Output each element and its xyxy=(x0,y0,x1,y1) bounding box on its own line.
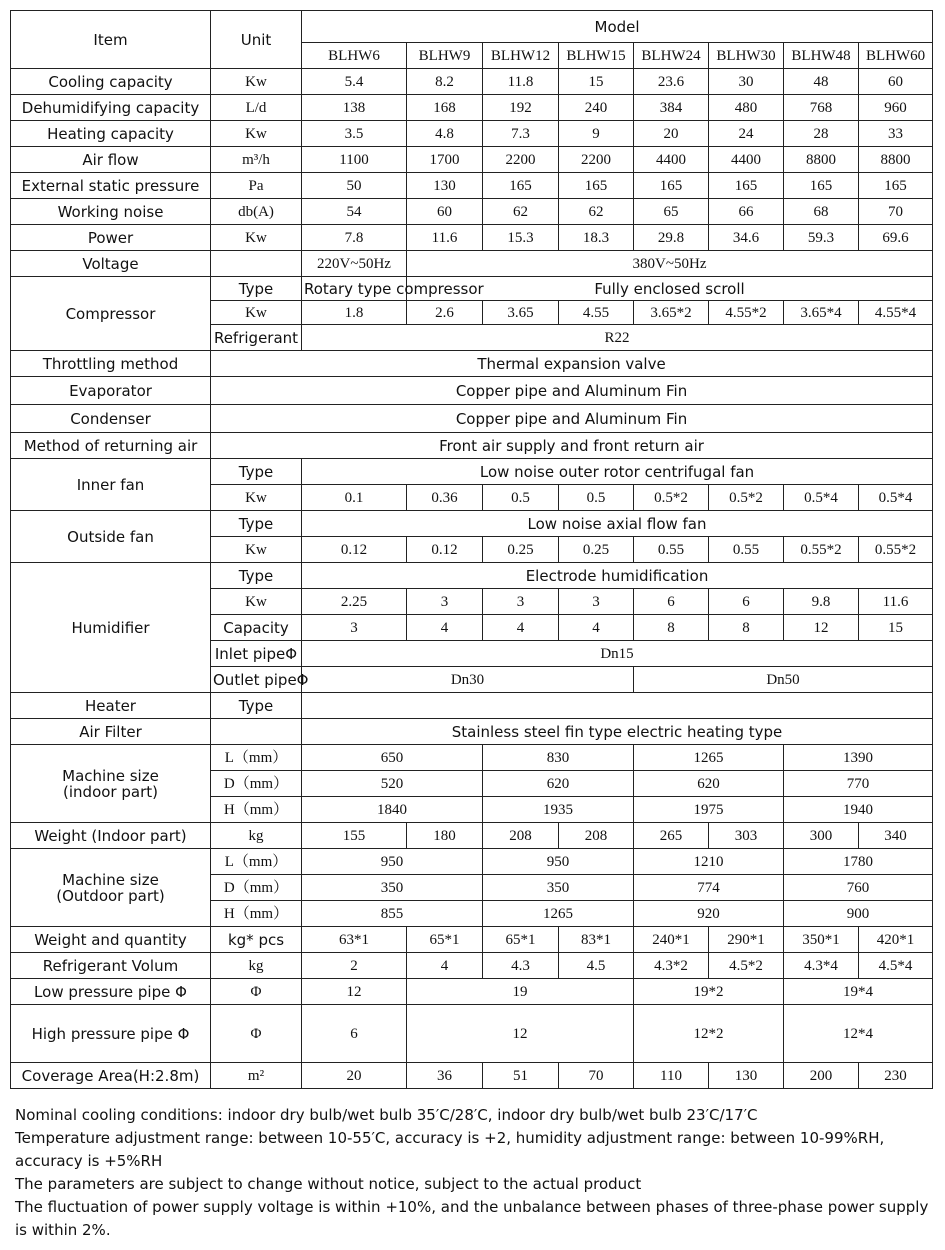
value-cell: 300 xyxy=(784,823,859,849)
value-cell: 12 xyxy=(407,1005,634,1063)
value-cell: 83*1 xyxy=(559,927,634,953)
value-cell: 11.6 xyxy=(859,589,933,615)
value-cell: 3.65*2 xyxy=(634,301,709,325)
value-cell: 165 xyxy=(784,173,859,199)
value-cell: 3 xyxy=(483,589,559,615)
value-cell: 0.25 xyxy=(559,537,634,563)
value-cell: 1100 xyxy=(302,147,407,173)
value-cell: 24 xyxy=(709,121,784,147)
value-cell: 4 xyxy=(407,953,483,979)
value-cell: 4.55 xyxy=(559,301,634,325)
value-cell: 36 xyxy=(407,1063,483,1089)
table-row xyxy=(11,147,933,173)
row-label-cooling: Cooling capacity xyxy=(11,69,211,95)
note-voltage-fluctuation: The fluctuation of power supply voltage is within +10%, and the unbalance between phases of three-phase power supply is within 2%. xyxy=(15,1198,929,1239)
row-unit-lowpipe: Φ xyxy=(211,979,302,1005)
value-cell: 165 xyxy=(483,173,559,199)
value-cell: 1265 xyxy=(483,901,634,927)
humidifier-type-value: Electrode humidification xyxy=(302,563,933,589)
value-cell: 62 xyxy=(483,199,559,225)
value-cell: 855 xyxy=(302,901,483,927)
row-label-outdoorsize xyxy=(11,849,211,927)
value-cell: 155 xyxy=(302,823,407,849)
value-cell: 7.8 xyxy=(302,225,407,251)
compressor-type-rotary: Rotary type compressor xyxy=(302,277,407,301)
value-cell: 950 xyxy=(302,849,483,875)
value-cell: 4.8 xyxy=(407,121,483,147)
indoorsize-d-label: D（mm） xyxy=(211,771,302,797)
table-row xyxy=(11,745,933,771)
value-cell: 480 xyxy=(709,95,784,121)
compressor-refrigerant-label: Refrigerant xyxy=(211,325,302,351)
value-cell: 265 xyxy=(634,823,709,849)
table-row xyxy=(11,225,933,251)
value-cell: 920 xyxy=(634,901,784,927)
table-row xyxy=(11,173,933,199)
table-row xyxy=(11,927,933,953)
value-cell: 1.8 xyxy=(302,301,407,325)
row-label-condenser: Condenser xyxy=(11,405,211,433)
row-label-outsidefan: Outside fan xyxy=(11,511,211,563)
outdoorsize-l-label: L（mm） xyxy=(211,849,302,875)
compressor-type-scroll: Fully enclosed scroll xyxy=(407,277,933,301)
row-label-static: External static pressure xyxy=(11,173,211,199)
value-cell: 62 xyxy=(559,199,634,225)
value-cell: 29.8 xyxy=(634,225,709,251)
value-cell: 1780 xyxy=(784,849,933,875)
value-cell: 15 xyxy=(859,615,933,641)
value-cell: 0.5*4 xyxy=(784,485,859,511)
value-cell: 350 xyxy=(302,875,483,901)
value-cell: 650 xyxy=(302,745,483,771)
value-cell: 3.65 xyxy=(483,301,559,325)
row-label-heater: Heater xyxy=(11,693,211,719)
value-cell: 774 xyxy=(634,875,784,901)
value-cell: 303 xyxy=(709,823,784,849)
value-cell: 165 xyxy=(559,173,634,199)
row-value-throttling: Thermal expansion valve xyxy=(211,351,933,377)
table-row xyxy=(11,979,933,1005)
outsidefan-kw-label: Kw xyxy=(211,537,302,563)
size-label-line1: Machine size xyxy=(62,870,159,889)
table-row xyxy=(11,251,933,277)
row-label-returnair: Method of returning air xyxy=(11,433,211,459)
value-cell: 70 xyxy=(559,1063,634,1089)
voltage-220: 220V~50Hz xyxy=(302,251,407,277)
value-cell: 0.12 xyxy=(302,537,407,563)
value-cell: 60 xyxy=(859,69,933,95)
value-cell: 4 xyxy=(483,615,559,641)
value-cell: 33 xyxy=(859,121,933,147)
humidifier-inlet-value: Dn15 xyxy=(302,641,933,667)
value-cell: 15 xyxy=(559,69,634,95)
value-cell: 65*1 xyxy=(407,927,483,953)
value-cell: 240 xyxy=(559,95,634,121)
value-cell: 6 xyxy=(709,589,784,615)
model-name: BLHW24 xyxy=(634,43,709,69)
table-row xyxy=(11,459,933,485)
value-cell: 520 xyxy=(302,771,483,797)
value-cell: 3.65*4 xyxy=(784,301,859,325)
heater-value xyxy=(302,693,933,719)
value-cell: 240*1 xyxy=(634,927,709,953)
model-name: BLHW48 xyxy=(784,43,859,69)
row-unit-refvol: kg xyxy=(211,953,302,979)
value-cell: 23.6 xyxy=(634,69,709,95)
row-value-returnair: Front air supply and front return air xyxy=(211,433,933,459)
value-cell: 4.3*4 xyxy=(784,953,859,979)
value-cell: 1265 xyxy=(634,745,784,771)
row-unit-highpipe: Φ xyxy=(211,1005,302,1063)
value-cell: 340 xyxy=(859,823,933,849)
value-cell: 230 xyxy=(859,1063,933,1089)
innerfan-type-value: Low noise outer rotor centrifugal fan xyxy=(302,459,933,485)
value-cell: 8 xyxy=(709,615,784,641)
value-cell: 760 xyxy=(784,875,933,901)
value-cell: 620 xyxy=(634,771,784,797)
value-cell: 18.3 xyxy=(559,225,634,251)
value-cell: 4.55*2 xyxy=(709,301,784,325)
table-row xyxy=(11,277,933,301)
value-cell: 20 xyxy=(634,121,709,147)
value-cell: 4.5*4 xyxy=(859,953,933,979)
value-cell: 350 xyxy=(483,875,634,901)
value-cell: 54 xyxy=(302,199,407,225)
value-cell: 768 xyxy=(784,95,859,121)
size-label-line1: Machine size xyxy=(62,766,159,785)
size-label-line2: (indoor part) xyxy=(63,782,158,801)
value-cell: 350*1 xyxy=(784,927,859,953)
row-unit-heating: Kw xyxy=(211,121,302,147)
row-unit-noise: db(A) xyxy=(211,199,302,225)
table-row xyxy=(11,351,933,377)
value-cell: 384 xyxy=(634,95,709,121)
value-cell: 9.8 xyxy=(784,589,859,615)
airfilter-unit xyxy=(211,719,302,745)
table-row xyxy=(11,121,933,147)
value-cell: 65*1 xyxy=(483,927,559,953)
value-cell: 0.5 xyxy=(483,485,559,511)
value-cell: 9 xyxy=(559,121,634,147)
compressor-refrigerant-value: R22 xyxy=(302,325,933,351)
row-unit-cooling: Kw xyxy=(211,69,302,95)
model-name: BLHW9 xyxy=(407,43,483,69)
row-unit-static: Pa xyxy=(211,173,302,199)
humidifier-type-label: Type xyxy=(211,563,302,589)
value-cell: 770 xyxy=(784,771,933,797)
value-cell: 1700 xyxy=(407,147,483,173)
table-row xyxy=(11,511,933,537)
header-model: Model xyxy=(302,11,933,43)
value-cell: 4.3 xyxy=(483,953,559,979)
value-cell: 1935 xyxy=(483,797,634,823)
value-cell: 960 xyxy=(859,95,933,121)
value-cell: 165 xyxy=(709,173,784,199)
value-cell: 12 xyxy=(784,615,859,641)
row-label-lowpipe: Low pressure pipe Φ xyxy=(11,979,211,1005)
value-cell: 130 xyxy=(709,1063,784,1089)
indoorsize-l-label: L（mm） xyxy=(211,745,302,771)
value-cell: 2 xyxy=(302,953,407,979)
value-cell: 3 xyxy=(559,589,634,615)
model-name: BLHW60 xyxy=(859,43,933,69)
row-label-voltage: Voltage xyxy=(11,251,211,277)
value-cell: 0.55*2 xyxy=(784,537,859,563)
value-cell: 4400 xyxy=(634,147,709,173)
value-cell: 165 xyxy=(859,173,933,199)
outsidefan-type-label: Type xyxy=(211,511,302,537)
value-cell: 66 xyxy=(709,199,784,225)
value-cell: 0.5 xyxy=(559,485,634,511)
humidifier-outlet-label: Outlet pipeΦ xyxy=(211,667,302,693)
value-cell: 1940 xyxy=(784,797,933,823)
value-cell: 0.55 xyxy=(634,537,709,563)
value-cell: 63*1 xyxy=(302,927,407,953)
row-label-indoorweight: Weight (Indoor part) xyxy=(11,823,211,849)
value-cell: 1390 xyxy=(784,745,933,771)
value-cell: 0.5*2 xyxy=(709,485,784,511)
value-cell: 2200 xyxy=(483,147,559,173)
value-cell: 208 xyxy=(483,823,559,849)
value-cell: 12*4 xyxy=(784,1005,933,1063)
value-cell: 11.8 xyxy=(483,69,559,95)
row-label-throttling: Throttling method xyxy=(11,351,211,377)
spec-table xyxy=(10,10,933,1089)
value-cell: 8800 xyxy=(784,147,859,173)
row-label-evaporator: Evaporator xyxy=(11,377,211,405)
humidifier-outlet-dn50: Dn50 xyxy=(634,667,933,693)
indoorsize-h-label: H（mm） xyxy=(211,797,302,823)
value-cell: 200 xyxy=(784,1063,859,1089)
row-value-condenser: Copper pipe and Aluminum Fin xyxy=(211,405,933,433)
value-cell: 2.25 xyxy=(302,589,407,615)
value-cell: 4.5*2 xyxy=(709,953,784,979)
value-cell: 20 xyxy=(302,1063,407,1089)
row-label-noise: Working noise xyxy=(11,199,211,225)
row-label-coverage: Coverage Area(H:2.8m) xyxy=(11,1063,211,1089)
value-cell: 68 xyxy=(784,199,859,225)
value-cell: 12 xyxy=(302,979,407,1005)
value-cell: 19*2 xyxy=(634,979,784,1005)
value-cell: 290*1 xyxy=(709,927,784,953)
row-label-refvol: Refrigerant Volum xyxy=(11,953,211,979)
row-label-compressor: Compressor xyxy=(11,277,211,351)
table-row xyxy=(11,405,933,433)
value-cell: 2200 xyxy=(559,147,634,173)
outdoorsize-d-label: D（mm） xyxy=(211,875,302,901)
value-cell: 3 xyxy=(302,615,407,641)
value-cell: 180 xyxy=(407,823,483,849)
model-name: BLHW6 xyxy=(302,43,407,69)
value-cell: 0.5*2 xyxy=(634,485,709,511)
value-cell: 4.3*2 xyxy=(634,953,709,979)
row-unit-weightqty: kg* pcs xyxy=(211,927,302,953)
value-cell: 12*2 xyxy=(634,1005,784,1063)
value-cell: 208 xyxy=(559,823,634,849)
table-row xyxy=(11,719,933,745)
row-unit-dehum: L/d xyxy=(211,95,302,121)
value-cell: 19*4 xyxy=(784,979,933,1005)
table-row xyxy=(11,377,933,405)
row-label-airfilter: Air Filter xyxy=(11,719,211,745)
note-cooling-conditions: Nominal cooling conditions: indoor dry bulb/wet bulb 35′C/28′C, indoor dry bulb/wet bulb 23′C/17′C xyxy=(15,1106,758,1124)
value-cell: 6 xyxy=(302,1005,407,1063)
value-cell: 420*1 xyxy=(859,927,933,953)
value-cell: 0.36 xyxy=(407,485,483,511)
row-label-indoorsize xyxy=(11,745,211,823)
value-cell: 165 xyxy=(634,173,709,199)
table-row xyxy=(11,199,933,225)
humidifier-inlet-label: Inlet pipeΦ xyxy=(211,641,302,667)
value-cell: 168 xyxy=(407,95,483,121)
table-row xyxy=(11,69,933,95)
value-cell: 8.2 xyxy=(407,69,483,95)
notes xyxy=(15,1104,930,1242)
value-cell: 4.55*4 xyxy=(859,301,933,325)
row-unit-coverage: m² xyxy=(211,1063,302,1089)
value-cell: 950 xyxy=(483,849,634,875)
table-row xyxy=(11,823,933,849)
row-unit-power: Kw xyxy=(211,225,302,251)
value-cell: 0.25 xyxy=(483,537,559,563)
value-cell: 51 xyxy=(483,1063,559,1089)
compressor-type-label: Type xyxy=(211,277,302,301)
row-unit-voltage xyxy=(211,251,302,277)
value-cell: 900 xyxy=(784,901,933,927)
model-name: BLHW30 xyxy=(709,43,784,69)
value-cell: 70 xyxy=(859,199,933,225)
table-row xyxy=(11,953,933,979)
compressor-kw-label: Kw xyxy=(211,301,302,325)
value-cell: 0.1 xyxy=(302,485,407,511)
table-row xyxy=(11,11,933,43)
humidifier-kw-label: Kw xyxy=(211,589,302,615)
row-unit-airflow: m³/h xyxy=(211,147,302,173)
airfilter-value: Stainless steel fin type electric heating type xyxy=(302,719,933,745)
row-label-heating: Heating capacity xyxy=(11,121,211,147)
value-cell: 192 xyxy=(483,95,559,121)
value-cell: 30 xyxy=(709,69,784,95)
model-name: BLHW15 xyxy=(559,43,634,69)
value-cell: 1840 xyxy=(302,797,483,823)
table-row xyxy=(11,1005,933,1063)
table-row xyxy=(11,693,933,719)
table-row xyxy=(11,433,933,459)
value-cell: 1975 xyxy=(634,797,784,823)
value-cell: 4 xyxy=(407,615,483,641)
value-cell: 4.5 xyxy=(559,953,634,979)
innerfan-kw-label: Kw xyxy=(211,485,302,511)
table-row xyxy=(11,849,933,875)
size-label-line2: (Outdoor part) xyxy=(56,886,165,905)
spec-table-body xyxy=(11,11,933,1089)
row-label-dehum: Dehumidifying capacity xyxy=(11,95,211,121)
table-row xyxy=(11,1063,933,1089)
value-cell: 4 xyxy=(559,615,634,641)
value-cell: 3.5 xyxy=(302,121,407,147)
innerfan-type-label: Type xyxy=(211,459,302,485)
outsidefan-type-value: Low noise axial flow fan xyxy=(302,511,933,537)
value-cell: 8800 xyxy=(859,147,933,173)
note-parameters-change: The parameters are subject to change without notice, subject to the actual product xyxy=(15,1175,642,1193)
value-cell: 15.3 xyxy=(483,225,559,251)
model-name: BLHW12 xyxy=(483,43,559,69)
value-cell: 5.4 xyxy=(302,69,407,95)
row-label-power: Power xyxy=(11,225,211,251)
table-row xyxy=(11,95,933,121)
value-cell: 69.6 xyxy=(859,225,933,251)
value-cell: 48 xyxy=(784,69,859,95)
value-cell: 11.6 xyxy=(407,225,483,251)
header-item: Item xyxy=(11,11,211,69)
outdoorsize-h-label: H（mm） xyxy=(211,901,302,927)
value-cell: 110 xyxy=(634,1063,709,1089)
value-cell: 65 xyxy=(634,199,709,225)
row-unit-indoorweight: kg xyxy=(211,823,302,849)
note-temperature-range: Temperature adjustment range: between 10-55′C, accuracy is +2, humidity adjustment range: between 10-99%RH, accuracy is +5%RH xyxy=(15,1129,885,1170)
value-cell: 19 xyxy=(407,979,634,1005)
value-cell: 8 xyxy=(634,615,709,641)
row-label-weightqty: Weight and quantity xyxy=(11,927,211,953)
value-cell: 830 xyxy=(483,745,634,771)
value-cell: 50 xyxy=(302,173,407,199)
heater-type-label: Type xyxy=(211,693,302,719)
header-unit: Unit xyxy=(211,11,302,69)
row-label-highpipe: High pressure pipe Φ xyxy=(11,1005,211,1063)
row-value-evaporator: Copper pipe and Aluminum Fin xyxy=(211,377,933,405)
value-cell: 60 xyxy=(407,199,483,225)
humidifier-outlet-dn30: Dn30 xyxy=(302,667,634,693)
value-cell: 0.5*4 xyxy=(859,485,933,511)
value-cell: 7.3 xyxy=(483,121,559,147)
value-cell: 34.6 xyxy=(709,225,784,251)
row-label-humidifier: Humidifier xyxy=(11,563,211,693)
value-cell: 3 xyxy=(407,589,483,615)
humidifier-capacity-label: Capacity xyxy=(211,615,302,641)
table-row xyxy=(11,563,933,589)
row-label-airflow: Air flow xyxy=(11,147,211,173)
value-cell: 4400 xyxy=(709,147,784,173)
value-cell: 6 xyxy=(634,589,709,615)
value-cell: 130 xyxy=(407,173,483,199)
voltage-380: 380V~50Hz xyxy=(407,251,933,277)
value-cell: 0.55*2 xyxy=(859,537,933,563)
value-cell: 0.55 xyxy=(709,537,784,563)
value-cell: 620 xyxy=(483,771,634,797)
value-cell: 138 xyxy=(302,95,407,121)
value-cell: 1210 xyxy=(634,849,784,875)
row-label-innerfan: Inner fan xyxy=(11,459,211,511)
value-cell: 0.12 xyxy=(407,537,483,563)
value-cell: 2.6 xyxy=(407,301,483,325)
value-cell: 59.3 xyxy=(784,225,859,251)
value-cell: 28 xyxy=(784,121,859,147)
